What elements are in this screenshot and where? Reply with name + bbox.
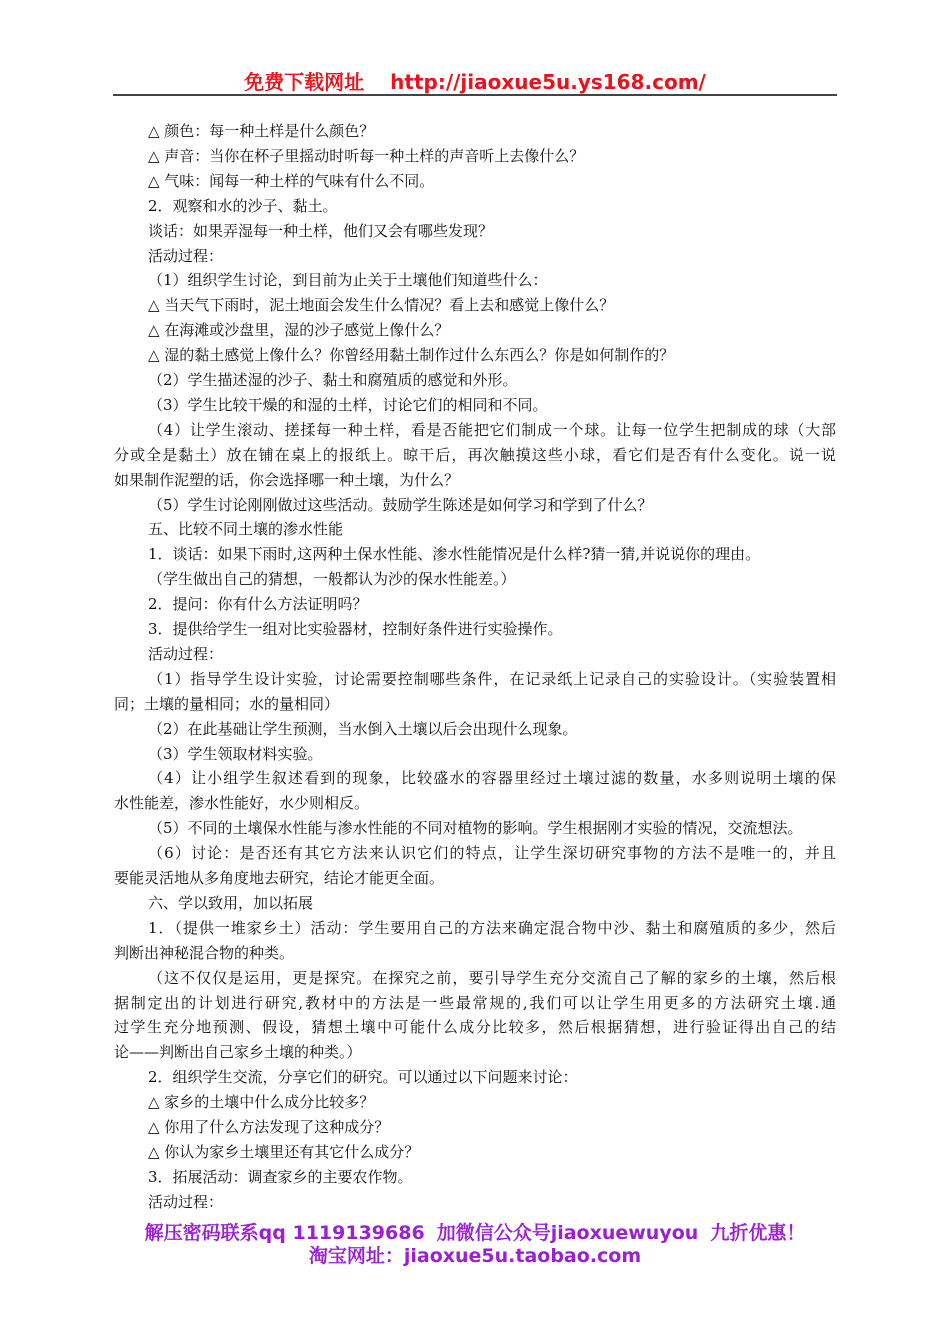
text-line: 水性能差，渗水性能好，水少则相反。	[114, 794, 370, 813]
text-line: △ 在海滩或沙盘里，湿的沙子感觉上像什么？	[148, 321, 450, 340]
text-line: △ 气味：闻每一种土样的气味有什么不同。	[148, 171, 435, 190]
text-line: 要能灵活地从多角度地去研究，结论才能更全面。	[114, 869, 445, 887]
text-line: 分或全是黏土）放在铺在桌上的报纸上。晾干后，再次触摸这些小球，看它们是否有什么变化。说一说	[114, 445, 836, 464]
text-line: （这不仅仅是运用，更是探究。在探究之前，要引导学生充分交流自己了解的家乡的土壤，然后根	[148, 968, 836, 987]
footer-taobao-link[interactable]: 淘宝网址：jiaoxue5u.taobao.com	[308, 1245, 642, 1267]
text-line: （学生做出自己的猜想，一般都认为沙的保水性能差。）	[148, 570, 516, 589]
text-line: △ 家乡的土壤中什么成分比较多？	[148, 1093, 375, 1112]
text-line: 2．组织学生交流，分享它们的研究。可以通过以下问题来讨论：	[148, 1068, 578, 1087]
text-line: 活动过程：	[148, 246, 224, 265]
text-line: △ 颜色：每一种土样是什么颜色？	[148, 122, 375, 140]
text-line: （1）组织学生讨论，到目前为止关于土壤他们知道些什么：	[148, 271, 548, 290]
text-line: （4）让小组学生叙述看到的现象，比较盛水的容器里经过土壤过滤的数量，水多则说明土壤的保	[148, 769, 836, 788]
text-line: 据制定出的计划进行研究,教材中的方法是一些最常规的,我们可以让学生用更多的方法研究土壤.通	[114, 993, 836, 1012]
text-line: 论——判断出自己家乡土壤的种类。）	[114, 1043, 362, 1062]
text-line: △ 湿的黏土感觉上像什么？你曾经用黏土制作过什么东西么？你是如何制作的？	[148, 346, 675, 365]
text-line: 六、学以致用，加以拓展	[148, 893, 314, 912]
text-line: 3．拓展活动：调查家乡的主要农作物。	[148, 1167, 413, 1186]
text-line: 判断出神秘混合物的种类。	[114, 943, 295, 962]
text-line: 同；土壤的量相同；水的量相同）	[114, 694, 340, 713]
header-divider	[113, 94, 837, 96]
text-line: 3．提供给学生一组对比实验器材，控制好条件进行实验操作。	[148, 620, 563, 638]
text-line: 1．谈话：如果下雨时,这两种土保水性能、渗水性能情况是什么样?猜一猜,并说说你的理由。	[148, 545, 761, 564]
text-line: （2）在此基础让学生预测，当水倒入土壤以后会出现什么现象。	[148, 719, 578, 738]
text-line: （1）指导学生设计实验，讨论需要控制哪些条件，在记录纸上记录自己的实验设计。（实验装置相	[148, 669, 836, 688]
text-line: 2．提问：你有什么方法证明吗？	[148, 595, 368, 614]
text-line: （5）学生讨论刚刚做过这些活动。鼓励学生陈述是如何学习和学到了什么？	[148, 495, 653, 514]
text-line: 活动过程：	[148, 1192, 224, 1211]
text-line: 1．（提供一堆家乡土）活动：学生要用自己的方法来确定混合物中沙、黏土和腐殖质的多少，然后	[148, 918, 836, 937]
text-line: △ 声音：当你在杯子里摇动时听每一种土样的声音听上去像什么？	[148, 146, 585, 165]
text-line: 活动过程：	[148, 644, 224, 663]
download-banner	[0, 66, 950, 95]
text-line: 五、比较不同土壤的渗水性能	[148, 520, 344, 539]
text-line: （3）学生领取材料实验。	[148, 744, 323, 763]
footer-password: 解压密码联系qq 1119139686	[144, 1222, 425, 1244]
footer-wechat: 加微信公众号jiaoxuewuyou	[436, 1222, 699, 1244]
text-line: 过学生充分地预测、假设，猜想土壤中可能什么成分比较多，然后根据猜想，进行验证得出自己的结	[114, 1018, 836, 1037]
text-line: （6）讨论：是否还有其它方法来认识它们的特点，让学生深切研究事物的方法不是唯一的，并且	[148, 844, 836, 863]
text-line: △ 当天气下雨时，泥土地面会发生什么情况？看上去和感觉上像什么？	[148, 296, 615, 315]
text-line: （2）学生描述湿的沙子、黏土和腐殖质的感觉和外形。	[148, 371, 518, 389]
text-line: 如果制作泥塑的话，你会选择哪一种土壤，为什么？	[114, 470, 460, 489]
text-line: （4）让学生滚动、搓揉每一种土样，看是否能把它们制成一个球。让每一位学生把制成的球（大部	[148, 420, 836, 439]
text-line: 2．观察和水的沙子、黏土。	[148, 196, 338, 215]
banner-label: 免费下载网址	[244, 70, 365, 94]
banner-url-link[interactable]: http://jiaoxue5u.ys168.com/	[390, 70, 706, 94]
footer-discount: 九折优惠！	[710, 1222, 806, 1244]
text-line: △ 你认为家乡土壤里还有其它什么成分？	[148, 1142, 420, 1161]
text-line: （3）学生比较干燥的和湿的土样，讨论它们的相同和不同。	[148, 395, 548, 414]
text-line: （5）不同的土壤保水性能与渗水性能的不同对植物的影响。学生根据刚才实验的情况，交流想法。	[148, 819, 803, 838]
text-line: 谈话：如果弄湿每一种土样，他们又会有哪些发现？	[148, 221, 494, 240]
text-line: △ 你用了什么方法发现了这种成分？	[148, 1118, 390, 1136]
